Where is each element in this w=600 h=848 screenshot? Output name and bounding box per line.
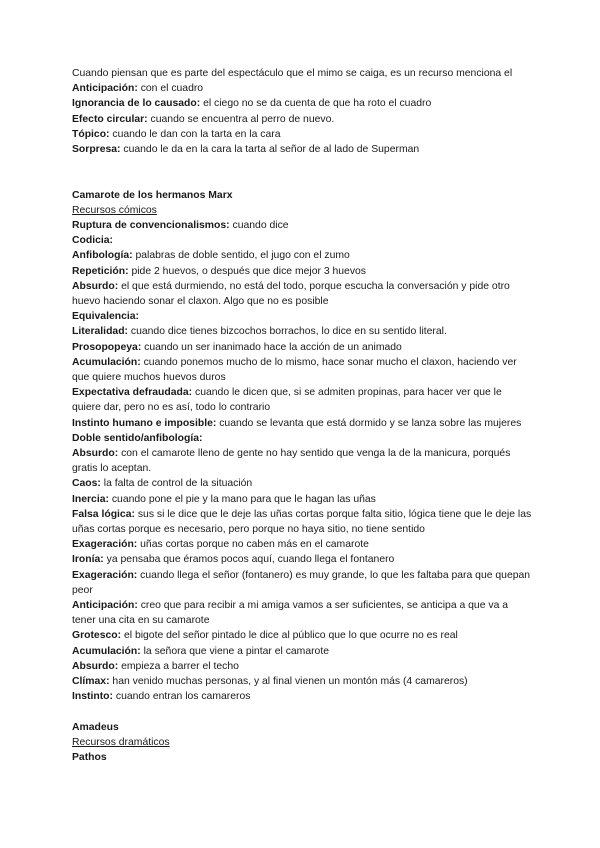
item-label: Expectativa defraudada:	[72, 387, 193, 399]
item-label: Equivalencia:	[72, 311, 139, 323]
list-item	[72, 385, 532, 415]
list-item	[72, 127, 532, 142]
intro-paragraph: Cuando piensan que es parte del espectáculo que el mimo se caiga, es un recurso menciona el	[72, 68, 513, 79]
item-label: Prosopopeya:	[72, 341, 142, 353]
document-page	[72, 66, 532, 765]
list-item	[72, 81, 532, 96]
item-label: Ignorancia de lo causado:	[72, 98, 201, 110]
list-item	[72, 644, 532, 659]
item-text: la señora que viene a pintar el camarote	[140, 645, 330, 657]
item-text: cuando se levanta que está dormido y se lanza sobre las mujeres	[216, 417, 522, 429]
item-label: Codicia:	[72, 235, 113, 247]
section-heading: Pathos	[72, 752, 107, 764]
item-text: empieza a barrer el techo	[118, 660, 239, 672]
item-label: Instinto:	[72, 691, 113, 703]
item-label: Acumulación:	[72, 356, 141, 368]
item-label: Doble sentido/anfibología:	[72, 432, 203, 444]
list-item	[72, 96, 532, 111]
item-text: palabras de doble sentido, el jugo con el zumo	[132, 250, 350, 262]
list-item	[72, 689, 532, 704]
item-text: han venido muchas personas, y al final vienen un montón más (4 camareros)	[109, 676, 468, 688]
item-label: Sorpresa:	[72, 144, 121, 156]
item-label: Anfibología:	[72, 250, 133, 262]
list-item	[72, 431, 532, 446]
section-title: Camarote de los hermanos Marx	[72, 189, 233, 201]
item-label: Tópico:	[72, 128, 110, 140]
list-item	[72, 476, 532, 491]
item-label: Absurdo:	[72, 448, 119, 460]
item-text: cuando ponemos mucho de lo mismo, hace sonar mucho el claxon, haciendo ver que quiere muchos huevos duros	[72, 356, 517, 384]
item-label: Ironía:	[72, 554, 104, 566]
list-item	[72, 324, 532, 339]
item-text: el ciego no se da cuenta de que ha roto el cuadro	[200, 98, 432, 110]
list-item	[72, 507, 532, 537]
item-label: Anticipación:	[72, 83, 138, 95]
list-item	[72, 446, 532, 476]
list-item	[72, 248, 532, 263]
list-item	[72, 659, 532, 674]
item-label: Falsa lógica:	[72, 508, 135, 520]
item-label: Caos:	[72, 478, 101, 490]
item-text: cuando pone el pie y la mano para que le hagan las uñas	[108, 493, 376, 505]
list-item	[72, 355, 532, 385]
section-title: Amadeus	[72, 721, 119, 733]
item-label: Inercia:	[72, 493, 109, 505]
item-label: Absurdo:	[72, 660, 119, 672]
item-label: Exageración:	[72, 569, 138, 581]
list-item	[72, 264, 532, 279]
item-text: el bigote del señor pintado le dice al público que lo que ocurre no es real	[121, 630, 458, 642]
item-text: cuando le dicen que, si se admiten propinas, para hacer ver que le quiere dar, pero no es así, todo lo contrario	[72, 387, 502, 414]
item-label: Efecto circular:	[72, 113, 148, 125]
marx-list	[72, 218, 532, 705]
list-item	[72, 416, 532, 431]
item-text: ya pensaba que éramos pocos aquí, cuando llega el fontanero	[103, 554, 395, 566]
list-item	[72, 552, 532, 567]
item-text: cuando entran los camareros	[112, 691, 251, 703]
list-item	[72, 112, 532, 127]
section-subtitle: Recursos dramáticos	[72, 736, 170, 748]
item-label: Clímax:	[72, 676, 110, 688]
item-text: sus si le dice que le deje las uñas cortas porque falta sitio, lógica tiene que le deje las uñas cortas porque es necesario, pero porque no haya sitio, no tiene sentido	[72, 508, 532, 536]
item-text: creo que para recibir a mi amiga vamos a ser suficientes, se anticipa a que va a tener una cita en su camarote	[72, 600, 509, 627]
item-text: cuando dice	[229, 220, 289, 231]
item-text: cuando le da en la cara la tarta al señor de al lado de Superman	[120, 144, 420, 156]
item-text: con el cuadro	[137, 83, 204, 95]
item-text: cuando dice tienes bizcochos borrachos, lo dice en su sentido literal.	[128, 326, 447, 338]
item-text: uñas cortas porque no caben más en el camarote	[137, 539, 369, 551]
list-item	[72, 674, 532, 689]
item-label: Instinto humano e imposible:	[72, 417, 217, 429]
item-text: cuando un ser inanimado hace la acción de un animado	[141, 341, 402, 353]
item-label: Literalidad:	[72, 326, 129, 338]
item-text: con el camarote lleno de gente no hay sentido que venga la de la manicura, porqués gratis lo aceptan.	[72, 448, 511, 475]
list-item	[72, 492, 532, 507]
item-text: pide 2 huevos, o después que dice mejor 3 huevos	[128, 265, 366, 277]
list-item	[72, 279, 532, 309]
list-item	[72, 233, 532, 248]
list-item	[72, 142, 532, 157]
list-item	[72, 218, 532, 233]
intro-list	[72, 81, 532, 157]
item-text: la falta de control de la situación	[100, 478, 253, 490]
item-label: Repetición:	[72, 265, 129, 277]
item-label: Exageración:	[72, 539, 138, 551]
list-item	[72, 568, 532, 598]
list-item	[72, 598, 532, 628]
item-text: cuando llega el señor (fontanero) es muy grande, lo que les faltaba para que quepan peor	[72, 569, 531, 596]
item-label: Grotesco:	[72, 630, 122, 642]
item-label: Ruptura de convencionalismos:	[72, 220, 230, 231]
list-item	[72, 340, 532, 355]
section-subtitle: Recursos cómicos	[72, 204, 157, 216]
item-text: el que está durmiendo, no está del todo, porque escucha la conversación y pide otro huevo haciendo sonar el claxon. Algo que no es posible	[72, 280, 510, 308]
item-label: Acumulación:	[72, 645, 141, 657]
item-label: Absurdo:	[72, 280, 119, 292]
list-item	[72, 537, 532, 552]
item-text: cuando le dan con la tarta en la cara	[109, 128, 281, 140]
list-item	[72, 628, 532, 643]
item-label: Anticipación:	[72, 600, 138, 612]
item-text: cuando se encuentra al perro de nuevo.	[147, 113, 335, 125]
list-item	[72, 309, 532, 324]
